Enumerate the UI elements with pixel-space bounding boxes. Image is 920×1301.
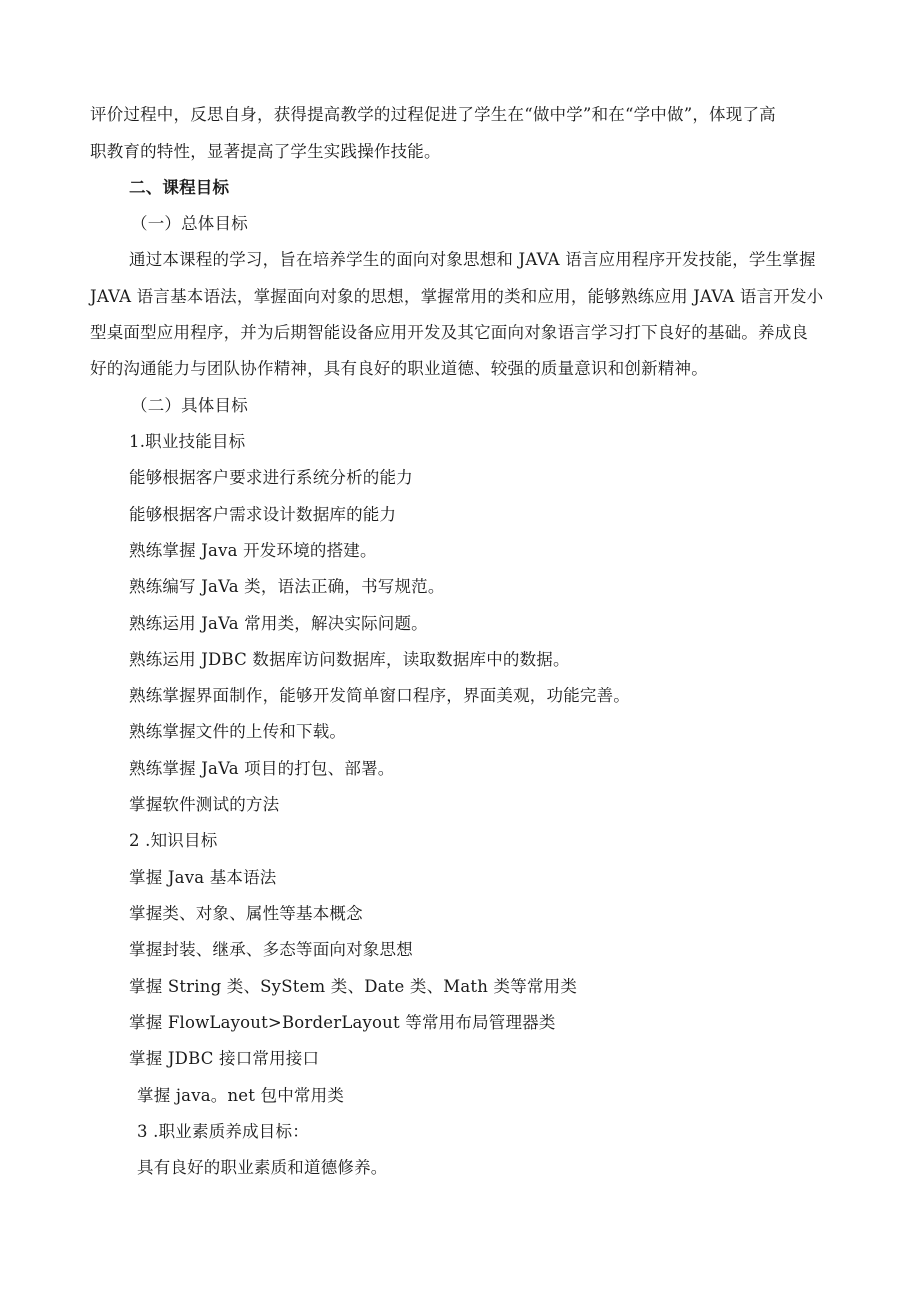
skill-item: 熟练编写 JaVa 类，语法正确，书写规范。 [129,577,445,596]
overall-paragraph-line-2: JAVA 语言基本语法，掌握面向对象的思想，掌握常用的类和应用，能够熟练应用 JAVA 语言开发小 [90,287,824,306]
skill-item: 熟练掌握 JaVa 项目的打包、部署。 [129,759,395,778]
intro-line-1: 评价过程中，反思自身，获得提高教学的过程促进了学生在“做中学”和在“学中做”，体现了高 [90,105,776,124]
subheading-overall-goals: （一）总体目标 [131,214,248,233]
skills-heading: 1.职业技能目标 [129,432,246,451]
knowledge-item: 掌握 String 类、SyStem 类、Date 类、Math 类等常用类 [129,977,578,996]
knowledge-item: 掌握封装、继承、多态等面向对象思想 [129,940,413,959]
skill-item: 熟练运用 JDBC 数据库访问数据库，读取数据库中的数据。 [129,650,570,669]
knowledge-item: 掌握 java。net 包中常用类 [137,1086,345,1105]
overall-paragraph-line-4: 好的沟通能力与团队协作精神，具有良好的职业道德、较强的质量意识和创新精神。 [90,359,708,378]
knowledge-item: 掌握 JDBC 接口常用接口 [129,1049,320,1068]
skill-item: 熟练运用 JaVa 常用类，解决实际问题。 [129,614,428,633]
knowledge-item: 掌握 FlowLayout>BorderLayout 等常用布局管理器类 [129,1013,556,1032]
section-heading-course-goals: 二、课程目标 [129,178,230,197]
overall-paragraph-line-3: 型桌面型应用程序，并为后期智能设备应用开发及其它面向对象语言学习打下良好的基础。养成良 [90,323,809,342]
skill-item: 熟练掌握界面制作，能够开发简单窗口程序，界面美观，功能完善。 [129,686,630,705]
knowledge-heading: 2 .知识目标 [129,831,218,850]
skill-item: 熟练掌握 Java 开发环境的搭建。 [129,541,377,560]
skill-item: 熟练掌握文件的上传和下载。 [129,722,347,741]
quality-item: 具有良好的职业素质和道德修养。 [137,1158,388,1177]
skill-item: 掌握软件测试的方法 [129,795,280,814]
quality-heading: 3 .职业素质养成目标： [137,1122,309,1141]
intro-line-2: 职教育的特性，显著提高了学生实践操作技能。 [90,142,441,161]
skill-item: 能够根据客户要求进行系统分析的能力 [129,468,413,487]
subheading-specific-goals: （二）具体目标 [131,396,248,415]
skill-item: 能够根据客户需求设计数据库的能力 [129,505,397,524]
overall-paragraph-line-1: 通过本课程的学习，旨在培养学生的面向对象思想和 JAVA 语言应用程序开发技能，学生掌握 [129,250,816,269]
knowledge-item: 掌握类、对象、属性等基本概念 [129,904,363,923]
knowledge-item: 掌握 Java 基本语法 [129,868,277,887]
